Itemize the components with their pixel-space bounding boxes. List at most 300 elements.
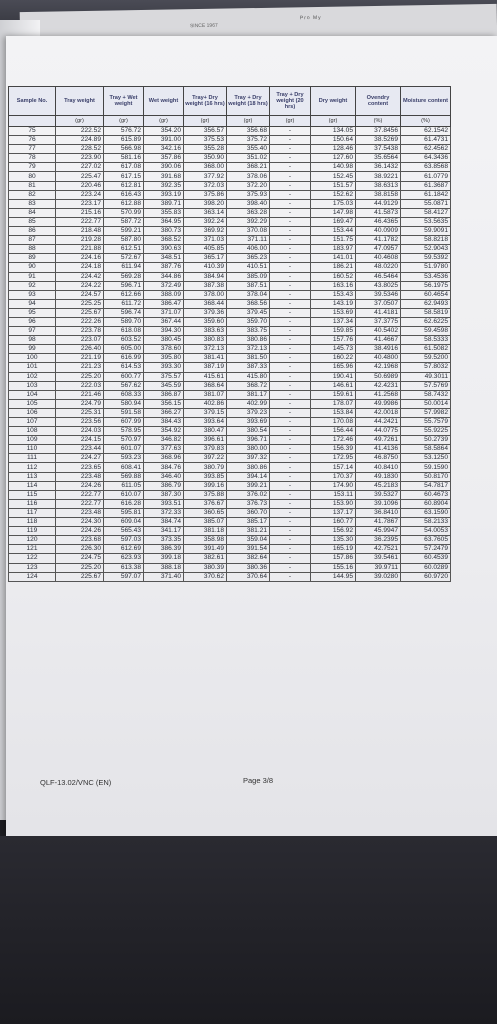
table-cell: 99 bbox=[9, 345, 56, 354]
table-cell: 378.60 bbox=[144, 345, 184, 354]
table-cell: 613.38 bbox=[104, 563, 144, 572]
header-tray-dry-18h: Tray + Dry weight (18 hrs) bbox=[227, 87, 270, 116]
table-cell: 375.86 bbox=[184, 190, 227, 199]
table-cell: - bbox=[270, 181, 311, 190]
table-cell: 379.36 bbox=[184, 308, 227, 317]
table-cell: 396.71 bbox=[227, 436, 270, 445]
table-cell: 356.68 bbox=[227, 127, 270, 136]
table-cell: 47.0957 bbox=[356, 245, 401, 254]
table-cell: 617.15 bbox=[104, 172, 144, 181]
unit-cell: (%) bbox=[356, 116, 401, 127]
table-cell: 219.28 bbox=[56, 236, 104, 245]
table-cell: - bbox=[270, 199, 311, 208]
table-cell: 97 bbox=[9, 327, 56, 336]
table-cell: 135.30 bbox=[311, 536, 356, 545]
table-row bbox=[9, 472, 451, 481]
table-cell: 611.72 bbox=[104, 299, 144, 308]
table-cell: 355.83 bbox=[144, 208, 184, 217]
table-cell: 147.98 bbox=[311, 208, 356, 217]
table-cell: 394.30 bbox=[144, 327, 184, 336]
table-cell: 384.76 bbox=[144, 463, 184, 472]
table-cell: 596.71 bbox=[104, 281, 144, 290]
table-cell: - bbox=[270, 536, 311, 545]
table-cell: 58.5333 bbox=[401, 336, 451, 345]
table-cell: 51.9780 bbox=[401, 263, 451, 272]
table-cell: - bbox=[270, 299, 311, 308]
table-cell: 44.2421 bbox=[356, 418, 401, 427]
table-cell: 393.51 bbox=[144, 499, 184, 508]
table-cell: 380.86 bbox=[227, 336, 270, 345]
table-cell: 612.66 bbox=[104, 290, 144, 299]
table-cell: 153.90 bbox=[311, 499, 356, 508]
table-cell: 380.47 bbox=[184, 427, 227, 436]
table-cell: 106 bbox=[9, 408, 56, 417]
table-cell: 58.8218 bbox=[401, 236, 451, 245]
page-number: Page 3/8 bbox=[243, 776, 274, 785]
table-cell: 386.79 bbox=[144, 481, 184, 490]
table-cell: 42.4231 bbox=[356, 381, 401, 390]
table-cell: 386.87 bbox=[144, 390, 184, 399]
table-cell: 387.19 bbox=[184, 363, 227, 372]
table-cell: - bbox=[270, 190, 311, 199]
table-cell: 85 bbox=[9, 217, 56, 226]
table-cell: 75 bbox=[9, 127, 56, 136]
table-cell: - bbox=[270, 481, 311, 490]
table-cell: 399.16 bbox=[184, 481, 227, 490]
table-cell: 376.67 bbox=[184, 499, 227, 508]
table-cell: 89 bbox=[9, 254, 56, 263]
table-cell: 384.74 bbox=[144, 518, 184, 527]
table-cell: 224.15 bbox=[56, 436, 104, 445]
table-cell: 35.6564 bbox=[356, 154, 401, 163]
table-cell: - bbox=[270, 336, 311, 345]
table-cell: 228.52 bbox=[56, 145, 104, 154]
table-cell: 222.77 bbox=[56, 490, 104, 499]
table-row bbox=[9, 217, 451, 226]
table-cell: 95 bbox=[9, 308, 56, 317]
table-cell: - bbox=[270, 408, 311, 417]
table-cell: 364.95 bbox=[144, 217, 184, 226]
table-cell: 111 bbox=[9, 454, 56, 463]
table-cell: 124 bbox=[9, 572, 56, 581]
table-cell: 591.58 bbox=[104, 408, 144, 417]
table-cell: 86 bbox=[9, 227, 56, 236]
table-cell: 360.70 bbox=[227, 508, 270, 517]
table-cell: 372.49 bbox=[144, 281, 184, 290]
table-cell: 38.6313 bbox=[356, 181, 401, 190]
table-cell: 224.26 bbox=[56, 527, 104, 536]
table-cell: 101 bbox=[9, 363, 56, 372]
table-cell: - bbox=[270, 390, 311, 399]
table-cell: 387.33 bbox=[227, 363, 270, 372]
table-cell: 45.9947 bbox=[356, 527, 401, 536]
table-cell: 576.72 bbox=[104, 127, 144, 136]
table-cell: 385.09 bbox=[227, 272, 270, 281]
table-cell: 57.2479 bbox=[401, 545, 451, 554]
table-cell: 152.62 bbox=[311, 190, 356, 199]
table-row bbox=[9, 554, 451, 563]
table-cell: 53.5635 bbox=[401, 217, 451, 226]
table-cell: 371.11 bbox=[227, 236, 270, 245]
table-cell: 39.9711 bbox=[356, 563, 401, 572]
table-cell: 224.16 bbox=[56, 254, 104, 263]
table-cell: 157.86 bbox=[311, 554, 356, 563]
table-cell: 36.1432 bbox=[356, 163, 401, 172]
table-cell: 376.73 bbox=[227, 499, 270, 508]
table-cell: 81 bbox=[9, 181, 56, 190]
table-cell: 567.62 bbox=[104, 381, 144, 390]
table-cell: 225.20 bbox=[56, 563, 104, 572]
table-cell: 165.96 bbox=[311, 363, 356, 372]
table-cell: 160.77 bbox=[311, 518, 356, 527]
table-cell: 566.98 bbox=[104, 145, 144, 154]
unit-cell: (gr) bbox=[56, 116, 104, 127]
table-cell: 157.76 bbox=[311, 336, 356, 345]
table-cell: 62.6225 bbox=[401, 317, 451, 326]
table-cell: 617.08 bbox=[104, 163, 144, 172]
unit-cell: (gr) bbox=[184, 116, 227, 127]
table-cell: 55.0871 bbox=[401, 199, 451, 208]
table-cell: 369.92 bbox=[184, 227, 227, 236]
table-cell: 39.0280 bbox=[356, 572, 401, 581]
table-cell: 392.35 bbox=[144, 181, 184, 190]
header-tray-wet-weight: Tray + Wet weight bbox=[104, 87, 144, 116]
table-cell: - bbox=[270, 499, 311, 508]
table-cell: 175.03 bbox=[311, 199, 356, 208]
table-cell: 371.03 bbox=[184, 236, 227, 245]
table-cell: 589.70 bbox=[104, 317, 144, 326]
table-cell: 76 bbox=[9, 136, 56, 145]
table-cell: 224.18 bbox=[56, 263, 104, 272]
table-cell: 225.67 bbox=[56, 308, 104, 317]
table-cell: 380.86 bbox=[227, 463, 270, 472]
table-cell: 372.13 bbox=[184, 345, 227, 354]
table-row bbox=[9, 372, 451, 381]
table-cell: 391.68 bbox=[144, 172, 184, 181]
table-cell: 159.85 bbox=[311, 327, 356, 336]
table-cell: 39.5327 bbox=[356, 490, 401, 499]
table-cell: 50.2739 bbox=[401, 436, 451, 445]
table-row bbox=[9, 436, 451, 445]
table-cell: - bbox=[270, 399, 311, 408]
table-cell: 570.99 bbox=[104, 208, 144, 217]
table-cell: 60.0289 bbox=[401, 563, 451, 572]
table-cell: 379.15 bbox=[184, 408, 227, 417]
table-cell: 48.0220 bbox=[356, 263, 401, 272]
table-cell: 223.48 bbox=[56, 508, 104, 517]
moisture-content-table bbox=[8, 86, 451, 582]
table-cell: 96 bbox=[9, 317, 56, 326]
table-cell: 44.0775 bbox=[356, 427, 401, 436]
table-cell: 159.61 bbox=[311, 390, 356, 399]
table-cell: 378.04 bbox=[227, 290, 270, 299]
table-row bbox=[9, 445, 451, 454]
table-cell: - bbox=[270, 136, 311, 145]
table-cell: 354.20 bbox=[144, 127, 184, 136]
table-cell: 612.51 bbox=[104, 245, 144, 254]
table-row bbox=[9, 527, 451, 536]
table-cell: 221.88 bbox=[56, 245, 104, 254]
table-cell: 359.04 bbox=[227, 536, 270, 545]
underlying-right-text: Pro My bbox=[299, 14, 322, 22]
table-cell: 372.03 bbox=[184, 181, 227, 190]
table-cell: 215.16 bbox=[56, 208, 104, 217]
table-cell: - bbox=[270, 172, 311, 181]
table-cell: 387.76 bbox=[144, 263, 184, 272]
table-row bbox=[9, 290, 451, 299]
header-tray-weight: Tray weight bbox=[56, 87, 104, 116]
table-cell: 391.49 bbox=[184, 545, 227, 554]
table-cell: 91 bbox=[9, 272, 56, 281]
table-cell: 393.64 bbox=[184, 418, 227, 427]
table-cell: 368.44 bbox=[184, 299, 227, 308]
table-cell: - bbox=[270, 418, 311, 427]
table-cell: 223.65 bbox=[56, 463, 104, 472]
table-cell: - bbox=[270, 508, 311, 517]
table-cell: 103 bbox=[9, 381, 56, 390]
table-cell: 395.80 bbox=[144, 354, 184, 363]
table-row bbox=[9, 163, 451, 172]
table-cell: 46.5464 bbox=[356, 272, 401, 281]
table-cell: 225.47 bbox=[56, 172, 104, 181]
table-cell: - bbox=[270, 572, 311, 581]
table-cell: 384.94 bbox=[184, 272, 227, 281]
table-row bbox=[9, 127, 451, 136]
unit-cell: (gr) bbox=[104, 116, 144, 127]
table-cell: 57.9982 bbox=[401, 408, 451, 417]
table-cell: 392.24 bbox=[184, 217, 227, 226]
table-cell: 388.09 bbox=[144, 290, 184, 299]
table-row bbox=[9, 399, 451, 408]
table-cell: 92 bbox=[9, 281, 56, 290]
table-cell: 116 bbox=[9, 499, 56, 508]
table-cell: 77 bbox=[9, 145, 56, 154]
table-cell: 37.5438 bbox=[356, 145, 401, 154]
table-cell: 62.1542 bbox=[401, 127, 451, 136]
table-cell: 222.52 bbox=[56, 127, 104, 136]
header-sample-no: Sample No. bbox=[9, 87, 56, 116]
table-cell: 380.45 bbox=[144, 336, 184, 345]
table-row bbox=[9, 481, 451, 490]
table-cell: 50.6989 bbox=[356, 372, 401, 381]
table-cell: 581.16 bbox=[104, 154, 144, 163]
table-cell: - bbox=[270, 381, 311, 390]
table-row bbox=[9, 272, 451, 281]
table-cell: 60.4673 bbox=[401, 490, 451, 499]
table-cell: - bbox=[270, 245, 311, 254]
table-cell: 54.0053 bbox=[401, 527, 451, 536]
table-cell: 42.7521 bbox=[356, 545, 401, 554]
table-cell: 186.21 bbox=[311, 263, 356, 272]
table-cell: 60.8904 bbox=[401, 499, 451, 508]
table-cell: 346.40 bbox=[144, 472, 184, 481]
table-cell: 61.5082 bbox=[401, 345, 451, 354]
table-cell: 49.7261 bbox=[356, 436, 401, 445]
table-cell: 383.75 bbox=[227, 327, 270, 336]
table-cell: 82 bbox=[9, 190, 56, 199]
table-row bbox=[9, 427, 451, 436]
table-cell: 393.19 bbox=[144, 190, 184, 199]
table-cell: - bbox=[270, 217, 311, 226]
table-cell: 151.57 bbox=[311, 181, 356, 190]
table-cell: 616.28 bbox=[104, 499, 144, 508]
table-cell: 53.1250 bbox=[401, 454, 451, 463]
table-row bbox=[9, 354, 451, 363]
table-cell: 350.90 bbox=[184, 154, 227, 163]
table-cell: 153.44 bbox=[311, 227, 356, 236]
table-cell: - bbox=[270, 154, 311, 163]
table-cell: 112 bbox=[9, 463, 56, 472]
table-cell: 385.07 bbox=[184, 518, 227, 527]
table-cell: 355.40 bbox=[227, 145, 270, 154]
table-cell: 370.62 bbox=[184, 572, 227, 581]
table-cell: 102 bbox=[9, 372, 56, 381]
table-cell: 360.65 bbox=[184, 508, 227, 517]
table-cell: 226.40 bbox=[56, 345, 104, 354]
table-cell: 153.43 bbox=[311, 290, 356, 299]
table-cell: 63.7605 bbox=[401, 536, 451, 545]
table-cell: 612.69 bbox=[104, 545, 144, 554]
table-cell: 380.73 bbox=[144, 227, 184, 236]
table-cell: 83 bbox=[9, 199, 56, 208]
table-cell: 140.98 bbox=[311, 163, 356, 172]
table-cell: 406.00 bbox=[227, 245, 270, 254]
table-cell: 223.56 bbox=[56, 418, 104, 427]
table-cell: 36.2395 bbox=[356, 536, 401, 545]
table-cell: 222.77 bbox=[56, 217, 104, 226]
table-cell: - bbox=[270, 327, 311, 336]
table-cell: 36.8410 bbox=[356, 508, 401, 517]
table-cell: 156.44 bbox=[311, 427, 356, 436]
table-row bbox=[9, 418, 451, 427]
table-cell: 61.3687 bbox=[401, 181, 451, 190]
table-cell: 223.44 bbox=[56, 445, 104, 454]
table-cell: 358.98 bbox=[184, 536, 227, 545]
table-cell: 38.8158 bbox=[356, 190, 401, 199]
table-cell: 153.84 bbox=[311, 408, 356, 417]
table-cell: - bbox=[270, 254, 311, 263]
table-cell: - bbox=[270, 145, 311, 154]
table-cell: - bbox=[270, 236, 311, 245]
table-cell: 63.8568 bbox=[401, 163, 451, 172]
table-cell: 160.52 bbox=[311, 272, 356, 281]
table-cell: 359.60 bbox=[184, 317, 227, 326]
table-cell: 380.83 bbox=[184, 336, 227, 345]
table-cell: - bbox=[270, 427, 311, 436]
table-cell: 614.53 bbox=[104, 363, 144, 372]
table-cell: 377.63 bbox=[144, 445, 184, 454]
table-cell: 223.07 bbox=[56, 336, 104, 345]
table-cell: 381.07 bbox=[184, 390, 227, 399]
table-cell: 156.92 bbox=[311, 527, 356, 536]
table-cell: 373.35 bbox=[144, 536, 184, 545]
table-cell: 223.68 bbox=[56, 536, 104, 545]
table-cell: 224.22 bbox=[56, 281, 104, 290]
table-cell: 368.21 bbox=[227, 163, 270, 172]
table-cell: 366.27 bbox=[144, 408, 184, 417]
table-row bbox=[9, 327, 451, 336]
table-cell: 398.40 bbox=[227, 199, 270, 208]
table-cell: 380.79 bbox=[184, 463, 227, 472]
table-cell: 572.67 bbox=[104, 254, 144, 263]
table-row bbox=[9, 563, 451, 572]
table-cell: 405.85 bbox=[184, 245, 227, 254]
table-cell: 227.02 bbox=[56, 163, 104, 172]
table-cell: 381.50 bbox=[227, 354, 270, 363]
table-cell: 595.81 bbox=[104, 508, 144, 517]
table-cell: 61.1842 bbox=[401, 190, 451, 199]
table-cell: 100 bbox=[9, 354, 56, 363]
table-cell: 80 bbox=[9, 172, 56, 181]
table-cell: 41.5873 bbox=[356, 208, 401, 217]
table-cell: 128.46 bbox=[311, 145, 356, 154]
table-cell: 225.20 bbox=[56, 372, 104, 381]
table-cell: 382.61 bbox=[184, 554, 227, 563]
table-cell: 398.20 bbox=[184, 199, 227, 208]
table-cell: 396.61 bbox=[184, 436, 227, 445]
table-cell: 223.48 bbox=[56, 472, 104, 481]
table-cell: 390.63 bbox=[144, 245, 184, 254]
table-cell: 368.96 bbox=[144, 454, 184, 463]
header-tray-dry-16h: Tray+ Dry weight (16 hrs) bbox=[184, 87, 227, 116]
table-cell: 58.5864 bbox=[401, 445, 451, 454]
table-cell: 37.3775 bbox=[356, 317, 401, 326]
table-cell: 137.17 bbox=[311, 508, 356, 517]
table-cell: 55.7579 bbox=[401, 418, 451, 427]
table-cell: 402.86 bbox=[184, 399, 227, 408]
table-cell: 45.2183 bbox=[356, 481, 401, 490]
table-cell: - bbox=[270, 372, 311, 381]
table-cell: 172.95 bbox=[311, 454, 356, 463]
table-cell: 402.99 bbox=[227, 399, 270, 408]
table-cell: 351.02 bbox=[227, 154, 270, 163]
table-cell: 38.4916 bbox=[356, 345, 401, 354]
table-cell: 119 bbox=[9, 527, 56, 536]
table-cell: 371.40 bbox=[144, 572, 184, 581]
table-cell: 59.9091 bbox=[401, 227, 451, 236]
table-cell: 375.57 bbox=[144, 372, 184, 381]
table-cell: 223.90 bbox=[56, 154, 104, 163]
table-cell: 57.8032 bbox=[401, 363, 451, 372]
table-cell: 410.51 bbox=[227, 263, 270, 272]
table-cell: 346.82 bbox=[144, 436, 184, 445]
table-cell: 145.73 bbox=[311, 345, 356, 354]
table-cell: 386.39 bbox=[144, 545, 184, 554]
table-cell: 60.4539 bbox=[401, 554, 451, 563]
table-cell: 221.23 bbox=[56, 363, 104, 372]
table-cell: 354.92 bbox=[144, 427, 184, 436]
table-cell: 391.54 bbox=[227, 545, 270, 554]
table-cell: - bbox=[270, 527, 311, 536]
table-cell: 160.22 bbox=[311, 354, 356, 363]
table-cell: 155.16 bbox=[311, 563, 356, 572]
table-cell: 391.00 bbox=[144, 136, 184, 145]
table-cell: 151.75 bbox=[311, 236, 356, 245]
table-cell: 372.13 bbox=[227, 345, 270, 354]
table-cell: 224.57 bbox=[56, 290, 104, 299]
table-cell: 78 bbox=[9, 154, 56, 163]
table-cell: 224.89 bbox=[56, 136, 104, 145]
table-cell: 163.16 bbox=[311, 281, 356, 290]
table-cell: 114 bbox=[9, 481, 56, 490]
table-cell: 223.24 bbox=[56, 190, 104, 199]
table-cell: 618.08 bbox=[104, 327, 144, 336]
table-cell: 49.9986 bbox=[356, 399, 401, 408]
table-cell: 146.61 bbox=[311, 381, 356, 390]
table-cell: 365.17 bbox=[184, 254, 227, 263]
table-row bbox=[9, 190, 451, 199]
table-cell: 601.07 bbox=[104, 445, 144, 454]
